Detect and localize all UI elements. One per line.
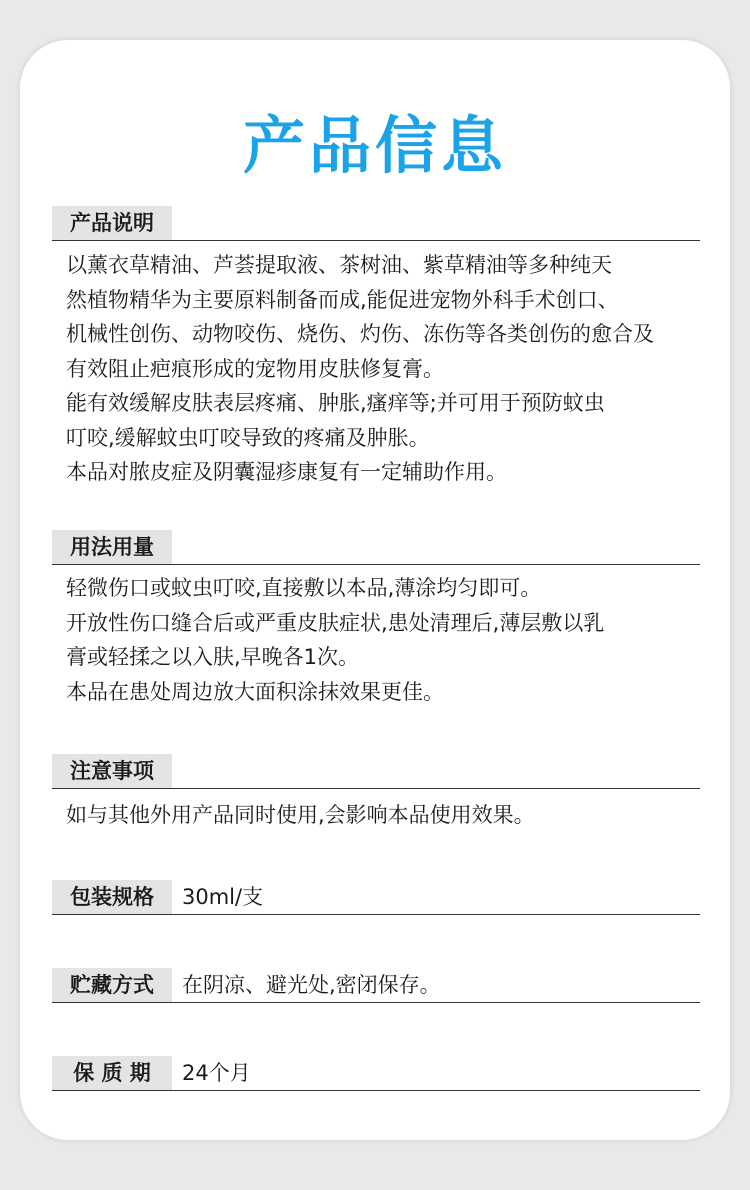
section-label-description: 产品说明	[52, 206, 172, 240]
shelf-life-value: 24个月	[182, 1061, 251, 1085]
usage-line: 本品在患处周边放大面积涂抹效果更佳。	[66, 679, 444, 704]
section-storage-row	[52, 968, 700, 1003]
page-title: 产品信息	[242, 109, 507, 182]
storage-value: 在阴凉、避光处,密闭保存。	[182, 973, 441, 997]
section-description-header	[52, 206, 700, 241]
description-text	[66, 248, 706, 490]
description-line: 有效阻止疤痕形成的宠物用皮肤修复膏。	[66, 356, 444, 381]
usage-line: 轻微伤口或蚊虫叮咬,直接敷以本品,薄涂均匀即可。	[66, 576, 542, 600]
section-label-notes: 注意事项	[52, 754, 172, 788]
section-package-row	[52, 880, 700, 915]
section-label-usage: 用法用量	[52, 530, 172, 564]
notes-line: 如与其他外用产品同时使用,会影响本品使用效果。	[66, 803, 535, 827]
description-line: 机械性创伤、动物咬伤、烧伤、灼伤、冻伤等各类创伤的愈合及	[66, 322, 654, 346]
section-label-shelf-life: 保 质 期	[52, 1056, 172, 1090]
section-label-package: 包装规格	[52, 880, 172, 914]
section-shelf-life-row	[52, 1056, 700, 1091]
description-line: 然植物精华为主要原料制备而成,能促进宠物外科手术创口、	[66, 287, 619, 312]
description-line: 叮咬,缓解蚊虫叮咬导致的疼痛及肿胀。	[66, 425, 430, 450]
notes-text	[66, 798, 706, 833]
package-value: 30ml/支	[182, 885, 264, 909]
usage-line: 膏或轻揉之以入肤,早晚各1次。	[66, 645, 360, 669]
description-line: 本品对脓皮症及阴囊湿疹康复有一定辅助作用。	[66, 460, 507, 484]
description-line: 以薰衣草精油、芦荟提取液、茶树油、紫草精油等多种纯天	[66, 253, 612, 277]
usage-line: 开放性伤口缝合后或严重皮肤症状,患处清理后,薄层敷以乳	[66, 610, 605, 635]
section-label-storage: 贮藏方式	[52, 968, 172, 1002]
section-usage-header	[52, 530, 700, 565]
usage-text	[66, 571, 706, 709]
section-notes-header	[52, 754, 700, 789]
description-line: 能有效缓解皮肤表层疼痛、肿胀,瘙痒等;并可用于预防蚊虫	[66, 391, 605, 415]
